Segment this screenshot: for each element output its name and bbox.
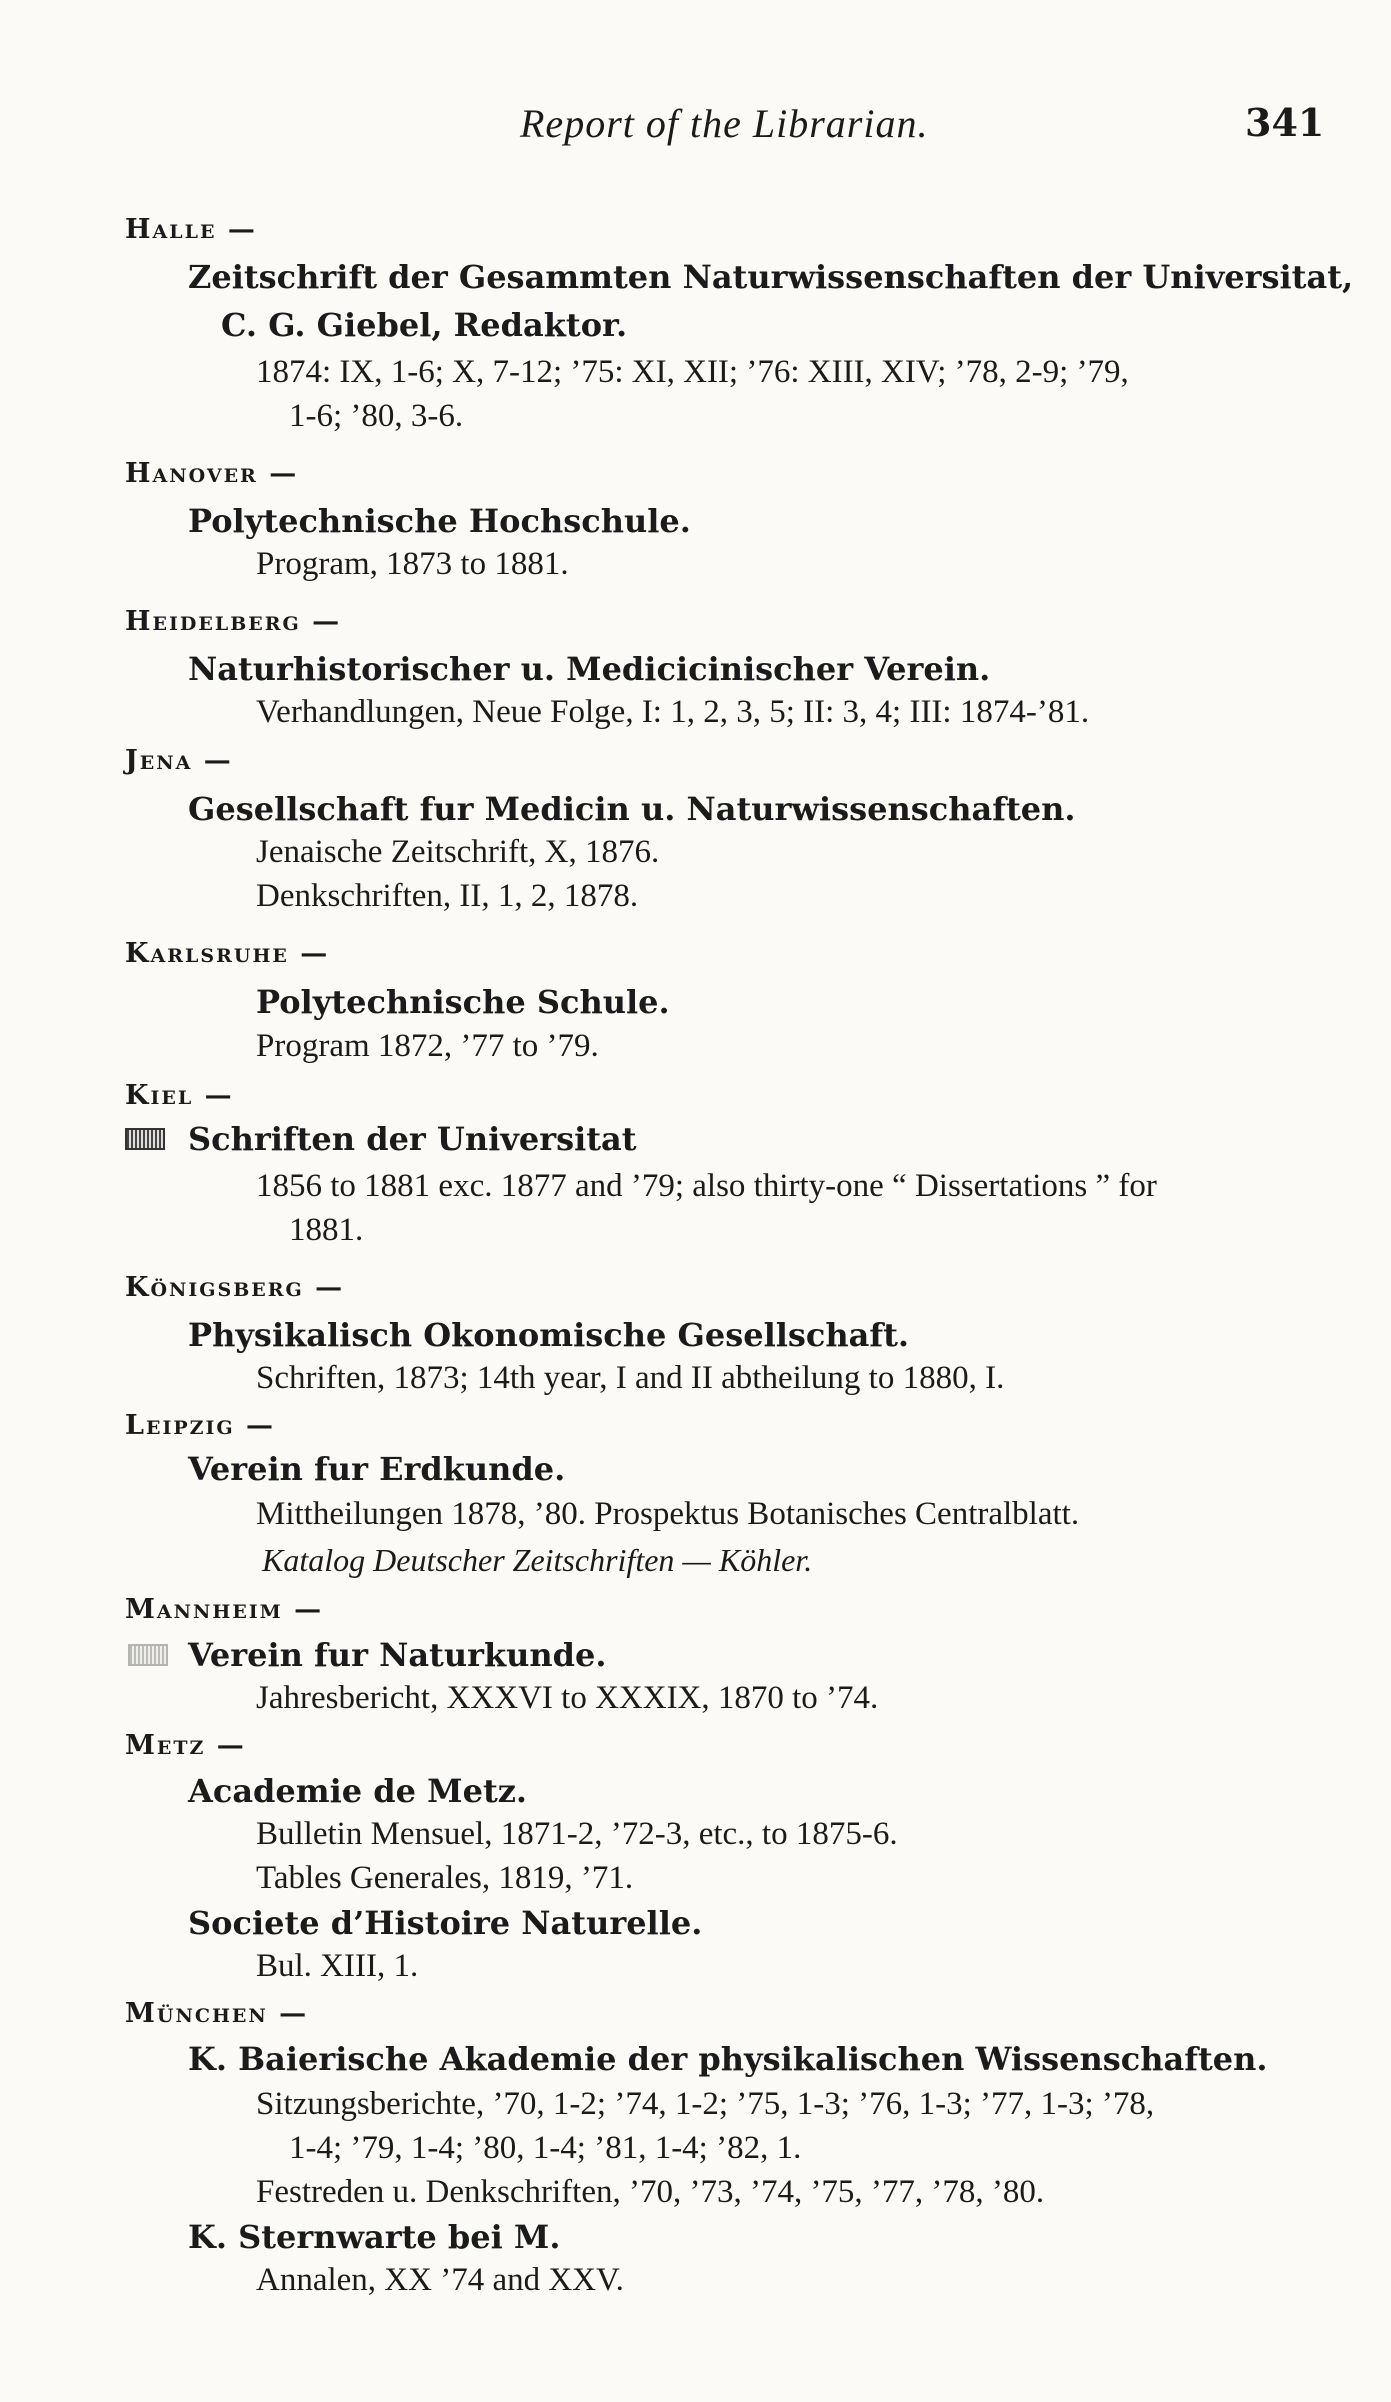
publication-entry: Jenaische Zeitschrift, X, 1876. bbox=[256, 834, 660, 870]
publication-entry: Sitzungsberichte, ’70, 1-2; ’74, 1-2; ’75, 1-3; ’76, 1-3; ’77, 1-3; ’78, bbox=[256, 2086, 1155, 2122]
publication-entry: Tables Generales, 1819, ’71. bbox=[256, 1860, 634, 1896]
city-heading-metz: Metz — bbox=[125, 1730, 246, 1761]
city-heading-leipzig: Leipzig — bbox=[125, 1410, 276, 1441]
publication-entry: Annalen, XX ’74 and XXV. bbox=[256, 2262, 624, 2298]
publication-entry: Mittheilungen 1878, ’80. Prospektus Botanisches Centralblatt. bbox=[256, 1496, 1080, 1532]
institution-name: Naturhistorischer u. Medicicinischer Verein. bbox=[188, 650, 991, 688]
city-heading-heidelberg: Heidelberg — bbox=[125, 606, 342, 637]
city-heading-kiel: Kiel — bbox=[125, 1080, 234, 1111]
institution-name: Academie de Metz. bbox=[188, 1772, 528, 1810]
institution-name: Zeitschrift der Gesammten Naturwissenschaften der Universitat, bbox=[188, 258, 1354, 296]
institution-name: Verein fur Naturkunde. bbox=[188, 1636, 607, 1674]
publication-entry: Program 1872, ’77 to ’79. bbox=[256, 1028, 599, 1064]
institution-name: Polytechnische Schule. bbox=[256, 983, 670, 1021]
city-heading-jena: Jena — bbox=[125, 745, 233, 776]
institution-editor: C. G. Giebel, Redaktor. bbox=[221, 306, 628, 344]
institution-name: Societe d’Histoire Naturelle. bbox=[188, 1904, 703, 1942]
running-header: Report of the Librarian. bbox=[520, 101, 929, 146]
city-heading-konigsberg: Königsberg — bbox=[125, 1272, 345, 1303]
publication-entry: Verhandlungen, Neue Folge, I: 1, 2, 3, 5; II: 3, 4; III: 1874-’81. bbox=[256, 694, 1090, 730]
publication-entry-italic: Katalog Deutscher Zeitschriften — Köhler. bbox=[262, 1542, 813, 1578]
page-number: 341 bbox=[1245, 100, 1325, 145]
institution-name: Verein fur Erdkunde. bbox=[188, 1450, 566, 1488]
institution-name: Schriften der Universitat bbox=[188, 1120, 637, 1158]
publication-entry: Jahresbericht, XXXVI to XXXIX, 1870 to ’74. bbox=[256, 1680, 879, 1716]
institution-name: Physikalisch Okonomische Gesellschaft. bbox=[188, 1316, 910, 1354]
library-mark-icon bbox=[128, 1644, 168, 1666]
publication-entry: Bul. XIII, 1. bbox=[256, 1948, 419, 1984]
city-heading-mannheim: Mannheim — bbox=[125, 1594, 324, 1625]
publication-entry: 1874: IX, 1-6; X, 7-12; ’75: XI, XII; ’76: XIII, XIV; ’78, 2-9; ’79, bbox=[256, 354, 1129, 390]
institution-name: Polytechnische Hochschule. bbox=[188, 502, 691, 540]
publication-entry-continued: 1881. bbox=[289, 1212, 364, 1248]
institution-name: Gesellschaft fur Medicin u. Naturwissenschaften. bbox=[188, 790, 1076, 828]
publication-entry: 1856 to 1881 exc. 1877 and ’79; also thirty-one “ Dissertations ” for bbox=[256, 1168, 1157, 1204]
publication-entry: Program, 1873 to 1881. bbox=[256, 546, 569, 582]
city-heading-munchen: München — bbox=[125, 1998, 309, 2029]
publication-entry: Bulletin Mensuel, 1871-2, ’72-3, etc., to 1875-6. bbox=[256, 1816, 898, 1852]
publication-entry: Denkschriften, II, 1, 2, 1878. bbox=[256, 878, 639, 914]
library-mark-icon bbox=[125, 1128, 165, 1150]
publication-entry-continued: 1-6; ’80, 3-6. bbox=[289, 398, 464, 434]
institution-name: K. Baierische Akademie der physikalischen Wissenschaften. bbox=[188, 2040, 1268, 2078]
publication-entry: Festreden u. Denkschriften, ’70, ’73, ’74, ’75, ’77, ’78, ’80. bbox=[256, 2174, 1045, 2210]
publication-entry-continued: 1-4; ’79, 1-4; ’80, 1-4; ’81, 1-4; ’82, 1. bbox=[289, 2130, 802, 2166]
publication-entry: Schriften, 1873; 14th year, I and II abtheilung to 1880, I. bbox=[256, 1360, 1005, 1396]
institution-name: K. Sternwarte bei M. bbox=[188, 2218, 561, 2256]
city-heading-hanover: Hanover — bbox=[125, 458, 299, 489]
city-heading-halle: Halle — bbox=[125, 214, 257, 245]
city-heading-karlsruhe: Karlsruhe — bbox=[125, 938, 330, 969]
